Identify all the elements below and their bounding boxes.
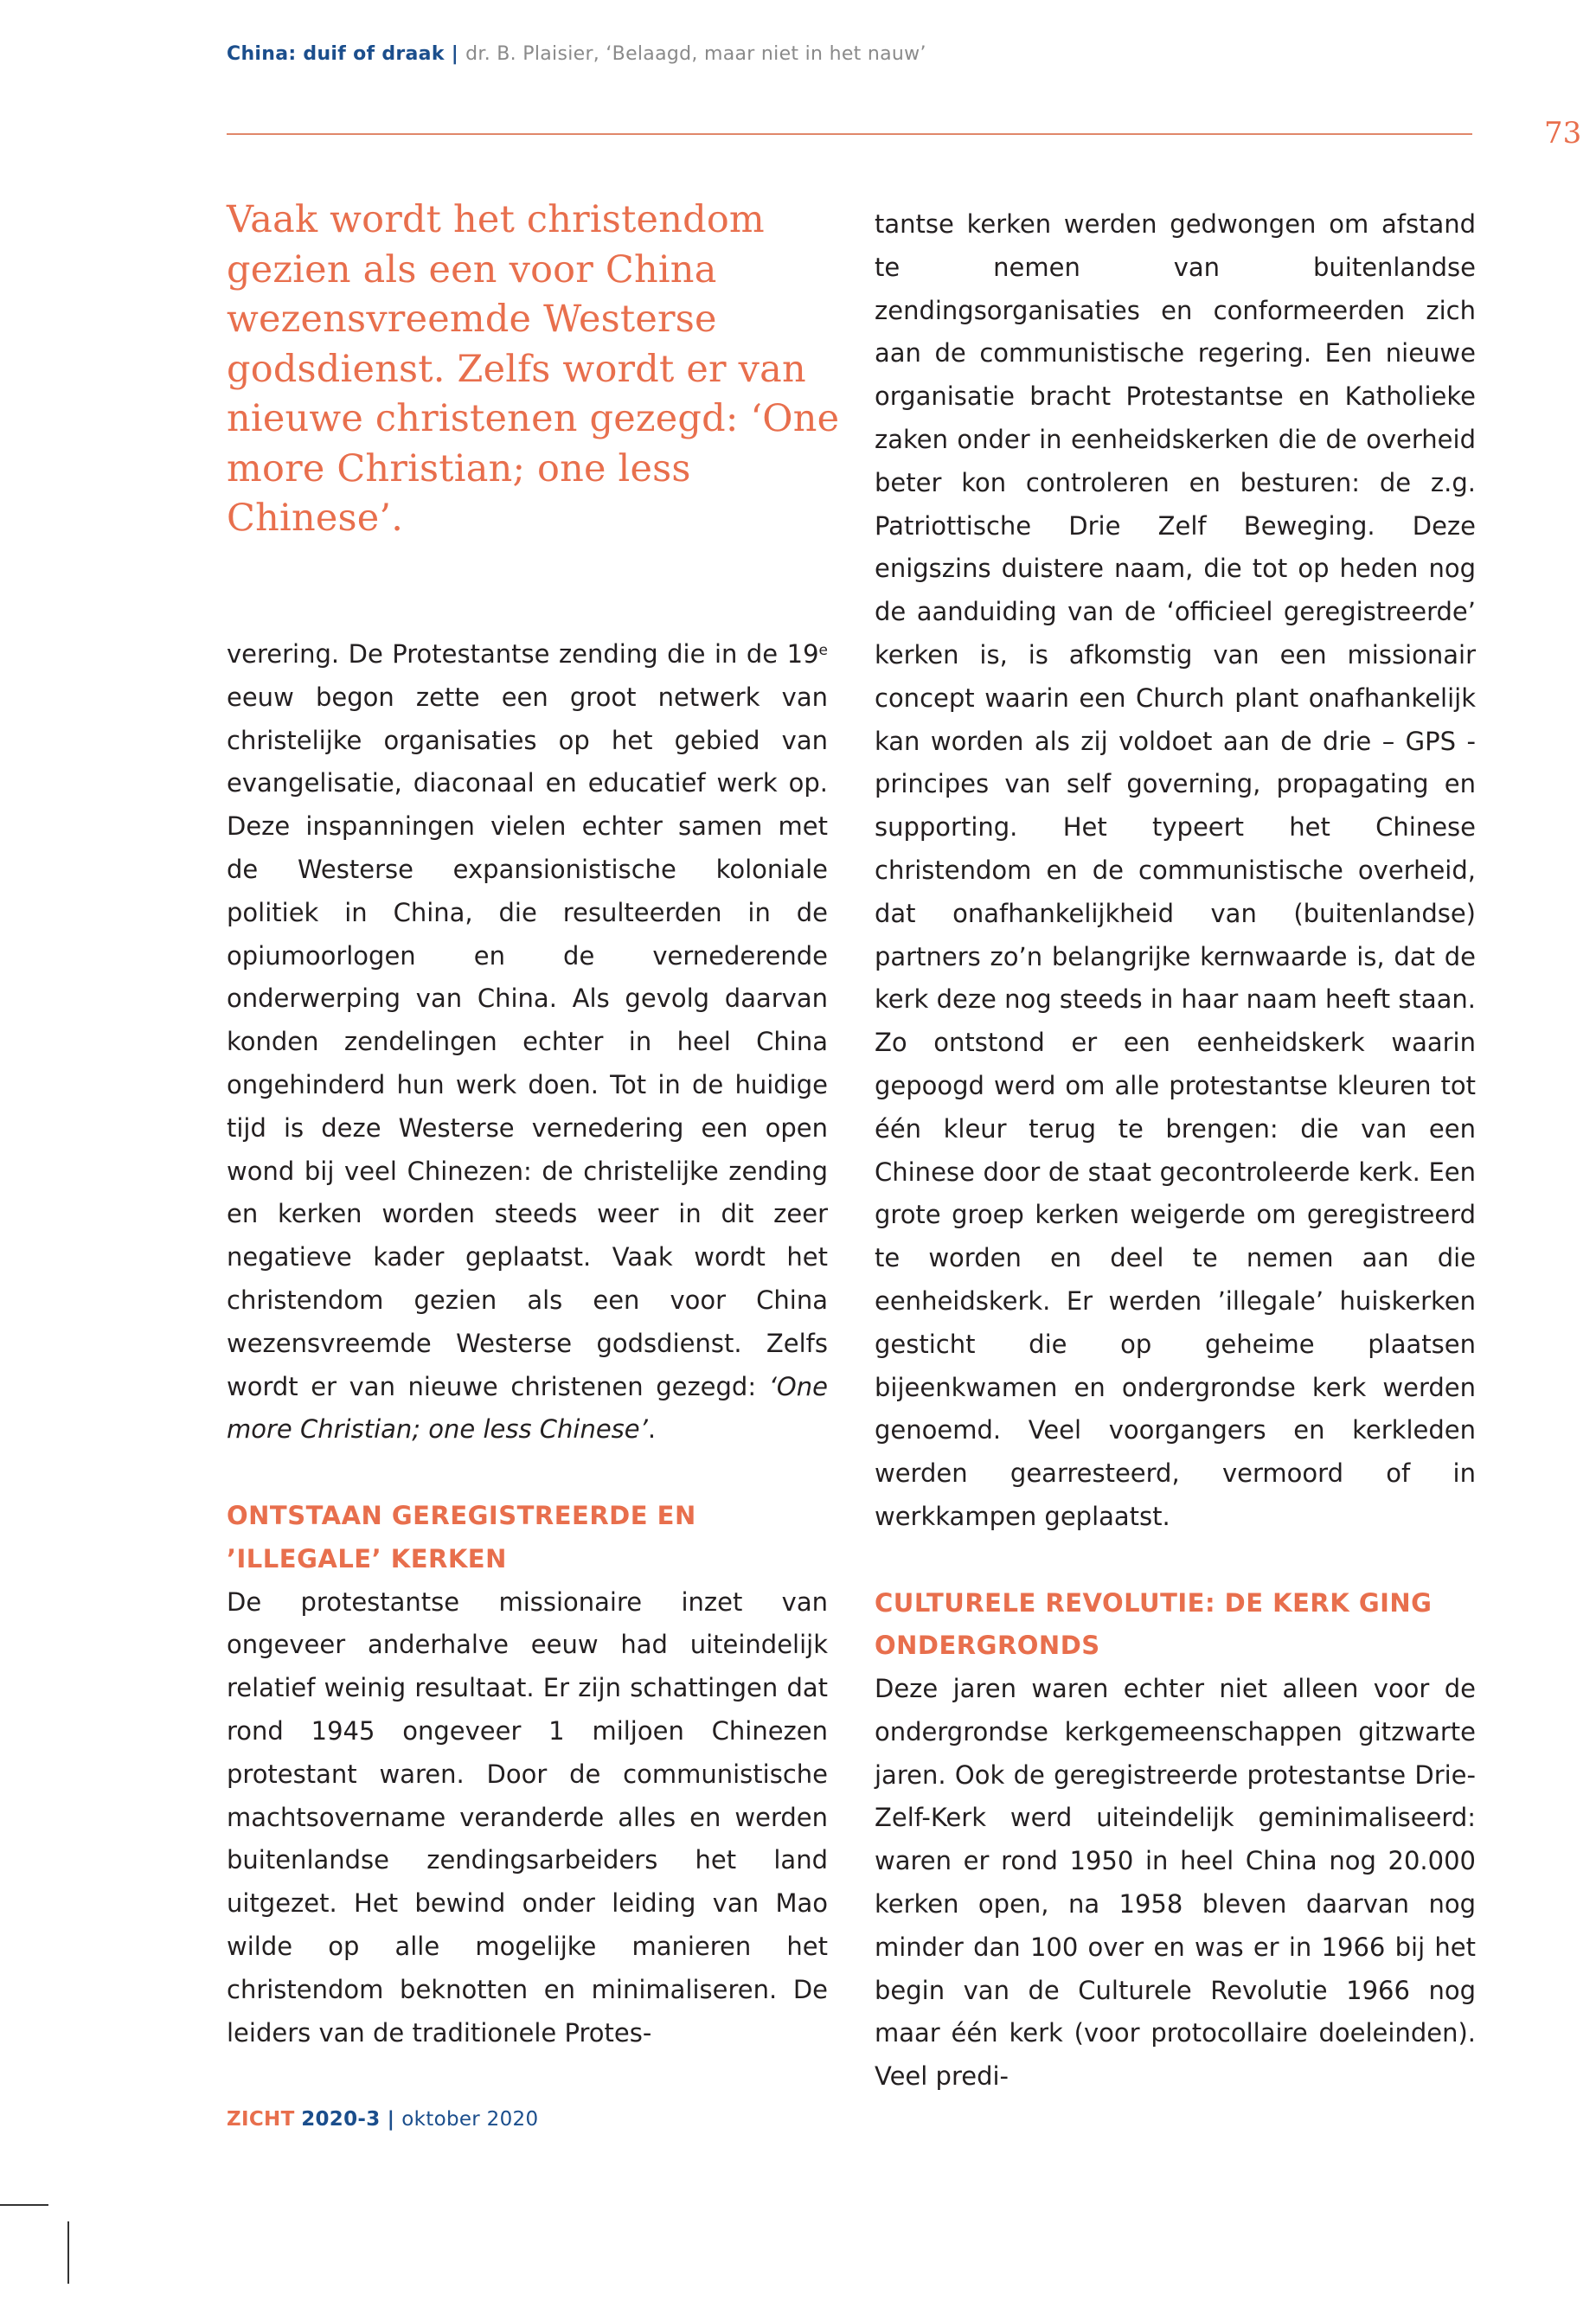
issue-date: oktober 2020 <box>401 2108 539 2131</box>
paragraph: verering. De Protestantse zending die in de 19e eeuw begon zette een groot netwerk van christelijke organisaties op het gebied van evangelisatie, diaconaal en educatief werk op. Deze inspanningen vielen echter samen met de Westerse expansionistische koloniale politiek in China, die resulteerden in de opiumoorlogen en de vernederende onderwerping van China. Als gevolg daarvan konden zendelingen echter in heel China ongehinderd hun werk doen. Tot in de huidige tijd is deze Westerse vernedering een open wond bij veel Chinezen: de christelijke zending en kerken worden steeds weer in dit zeer negatieve kader geplaatst. Vaak wordt het christendom gezien als een voor China wezensvreemde Westerse godsdienst. Zelfs wordt er van nieuwe christenen gezegd: ‘One more Christian; one less Chinese’. <box>227 639 828 1445</box>
magazine-name: ZICHT <box>227 2108 295 2131</box>
header-separator: | <box>451 43 459 65</box>
issue-number: 2020-3 <box>301 2108 381 2131</box>
column-left <box>227 633 828 2054</box>
paragraph: tantse kerken werden gedwongen om afstand te nemen van buitenlandse zendingsorganisaties en conformeerden zich aan de communistische regering. Een nieuwe organisatie bracht Protestantse en Katholieke zaken onder in eenheidskerken die de overheid beter kon controleren en besturen: de z.g. Patriottische Drie Zelf Beweging. Deze enigszins duistere naam, die tot op heden nog de aanduiding van de ‘officieel geregistreerde’ kerken is, is afkomstig van een missionair concept waarin een Church plant onafhankelijk kan worden als zij voldoet aan de drie – GPS - principes van self governing, propagating en supporting. Het typeert het Chinese christendom en de communistische overheid, dat onafhankelijkheid van (buitenlandse) partners zo’n belangrijke kernwaarde is, dat de kerk deze nog steeds in haar naam heeft staan. Zo ontstond er een eenheidskerk waarin gepoogd werd om alle protestantse kleuren tot één kleur terug te brengen: die van een Chinese door de staat gecontroleerde kerk. Een grote groep kerken weigerde om geregistreerd te worden en deel te nemen aan die eenheidskerk. Er werden ’illegale’ huiskerken gesticht die op geheime plaatsen bijeenkwamen en ondergrondse kerk werden genoemd. Veel voorgangers en kerkleden werden gearresteerd, vermoord of in werkkampen geplaatst. <box>875 209 1476 1531</box>
page-number: 73 <box>1544 116 1582 151</box>
section-heading: ONTSTAAN GEREGISTREERDE EN ’ILLEGALE’ KERKEN <box>227 1500 696 1574</box>
running-footer <box>227 2108 538 2131</box>
quote-italic: ‘One more Christian; one less Chinese’ <box>227 1371 828 1445</box>
article-author-title: dr. B. Plaisier, ‘Belaagd, maar niet in het nauw’ <box>465 43 926 65</box>
running-header <box>227 43 926 65</box>
crop-mark <box>0 2204 48 2206</box>
journal-title: China: duif of draak <box>227 43 445 65</box>
footer-separator: | <box>387 2108 395 2131</box>
column-right <box>875 203 1476 2099</box>
paragraph: Deze jaren waren echter niet alleen voor de ondergrondse kerkgemeenschappen gitzwarte jaren. Ook de geregistreerde protestantse Drie-Zelf-Kerk werd uiteindelijk geminimaliseerd: waren er rond 1950 in heel China nog 20.000 kerken open, na 1958 bleven daarvan nog minder dan 100 over en was er in 1966 bij het begin van de Culturele Revolutie 1966 nog maar één kerk (voor protocollaire doeleinden). Veel predi- <box>875 1674 1476 2092</box>
crop-mark <box>67 2221 69 2284</box>
paragraph: De protestantse missionaire inzet van ongeveer anderhalve eeuw had uiteindelijk relatief weinig resultaat. Er zijn schattingen dat rond 1945 ongeveer 1 miljoen Chinezen protestant waren. Door de communistische machtsovername veranderde alles en werden buitenlandse zendingsarbeiders het land uitgezet. Het bewind onder leiding van Mao wilde op alle mogelijke manieren het christendom beknotten en minimaliseren. De leiders van de traditionele Protes- <box>227 1586 828 2048</box>
section-heading: CULTURELE REVOLUTIE: DE KERK GING ONDERGRONDS <box>875 1587 1433 1661</box>
header-rule <box>227 133 1472 135</box>
superscript: e <box>818 642 828 659</box>
pull-quote: Vaak wordt het christendom gezien als een voor China wezensvreemde Westerse godsdienst. Zelfs wordt er van nieuwe christenen gezegd: ‘One more Christian; one less Chinese’. <box>227 198 840 540</box>
